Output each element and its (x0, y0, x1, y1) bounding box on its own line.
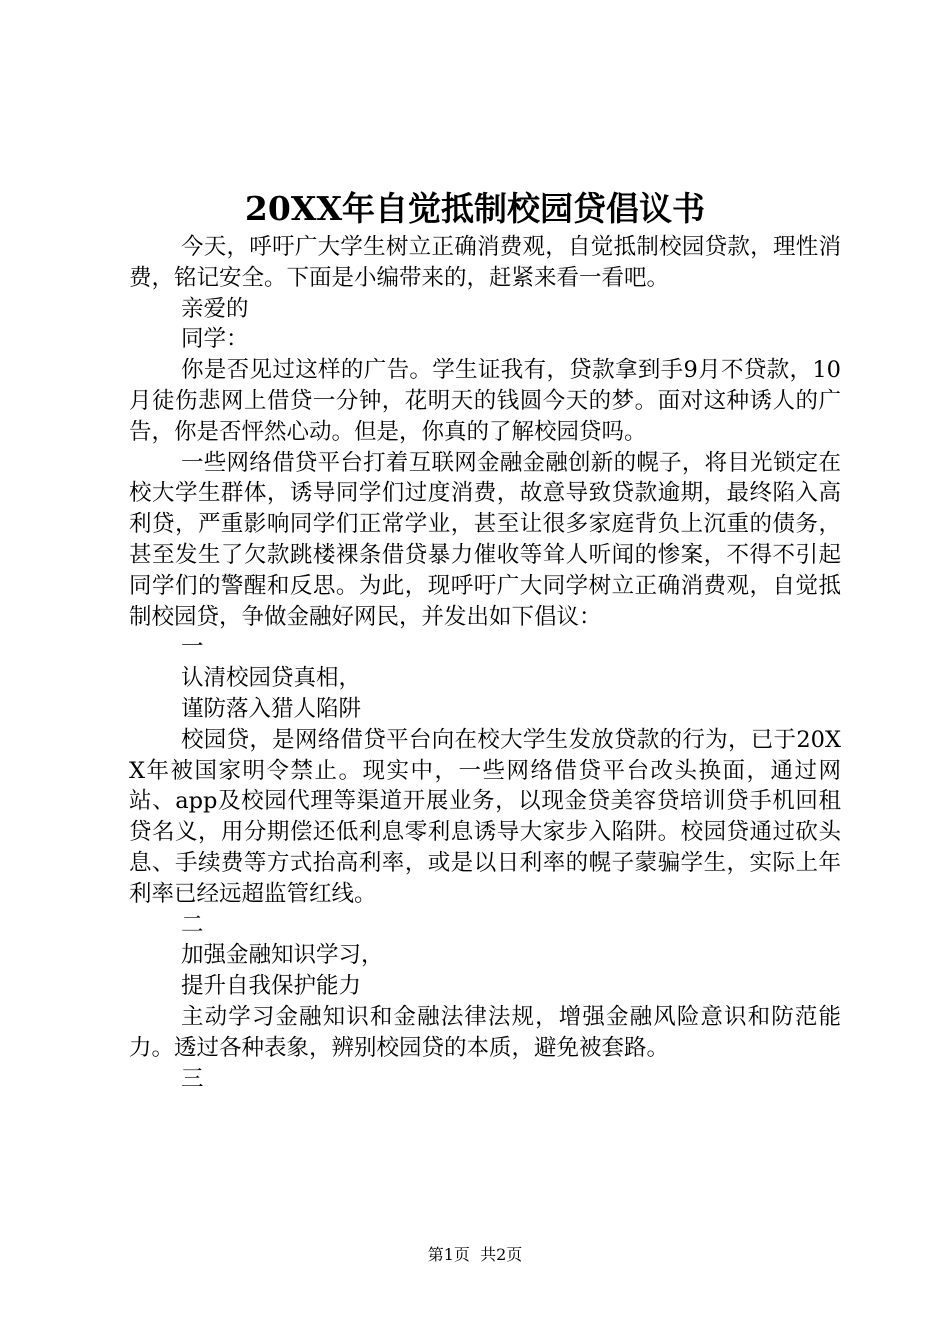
section-number-three: 三 (181, 1065, 204, 1092)
section-heading-one-line2: 谨防落入猎人陷阱 (181, 695, 362, 722)
section-heading-one-line1: 认清校园贷真相， (181, 665, 362, 692)
document-title: 20XX年自觉抵制校园贷倡议书 (244, 189, 706, 228)
paragraph-section-one: 校园贷，是网络借贷平台向在校大学生发放贷款的行为，已于20XX年被国家明令禁止。现实中，一些网络借贷平台改头换面，通过网站、app及校园代理等渠道开展业务，以现金贷美容贷培训贷手机回租贷名义，用分期偿还低利息零利息诱导大家步入陷阱。校园贷通过砍头息、手续费等方式抬高利率，或是以日利率的幌子蒙骗学生，实际上年利率已经远超监管红线。 (129, 726, 841, 907)
paragraph-intro: 今天，呼吁广大学生树立正确消费观，自觉抵制校园贷款，理性消费，铭记安全。下面是小编带来的，赶紧来看一看吧。 (129, 234, 841, 291)
paragraph-advert: 你是否见过这样的广告。学生证我有，贷款拿到手9月不贷款，10月徒伤悲网上借贷一分钟，花明天的钱圆今天的梦。面对这种诱人的广告，你是否怦然心动。但是，你真的了解校园贷吗。 (129, 357, 841, 445)
document-body (129, 232, 841, 1094)
section-number-one: 一 (181, 634, 204, 661)
paragraph-section-two: 主动学习金融知识和金融法律法规，增强金融风险意识和防范能力。透过各种表象，辨别校园贷的本质，避免被套路。 (129, 1003, 841, 1061)
paragraph-addressee: 同学： (181, 326, 249, 353)
paragraph-background: 一些网络借贷平台打着互联网金融金融创新的幌子，将目光锁定在校大学生群体，诱导同学们过度消费，故意导致贷款逾期，最终陷入高利贷，严重影响同学们正常学业，甚至让很多家庭背负上沉重的债务，甚至发生了欠款跳楼裸条借贷暴力催收等耸人听闻的惨案，不得不引起同学们的警醒和反思。为此，现呼吁广大同学树立正确消费观，自觉抵制校园贷，争做金融好网民，并发出如下倡议： (129, 449, 841, 630)
page-footer (0, 1244, 950, 1266)
section-heading-two-line2: 提升自我保护能力 (181, 973, 362, 1000)
page-number-label: 第1页 共2页 (427, 1245, 523, 1264)
paragraph-salutation: 亲爱的 (181, 295, 249, 322)
section-heading-two-line1: 加强金融知识学习， (181, 942, 384, 969)
section-number-two: 二 (181, 911, 204, 938)
